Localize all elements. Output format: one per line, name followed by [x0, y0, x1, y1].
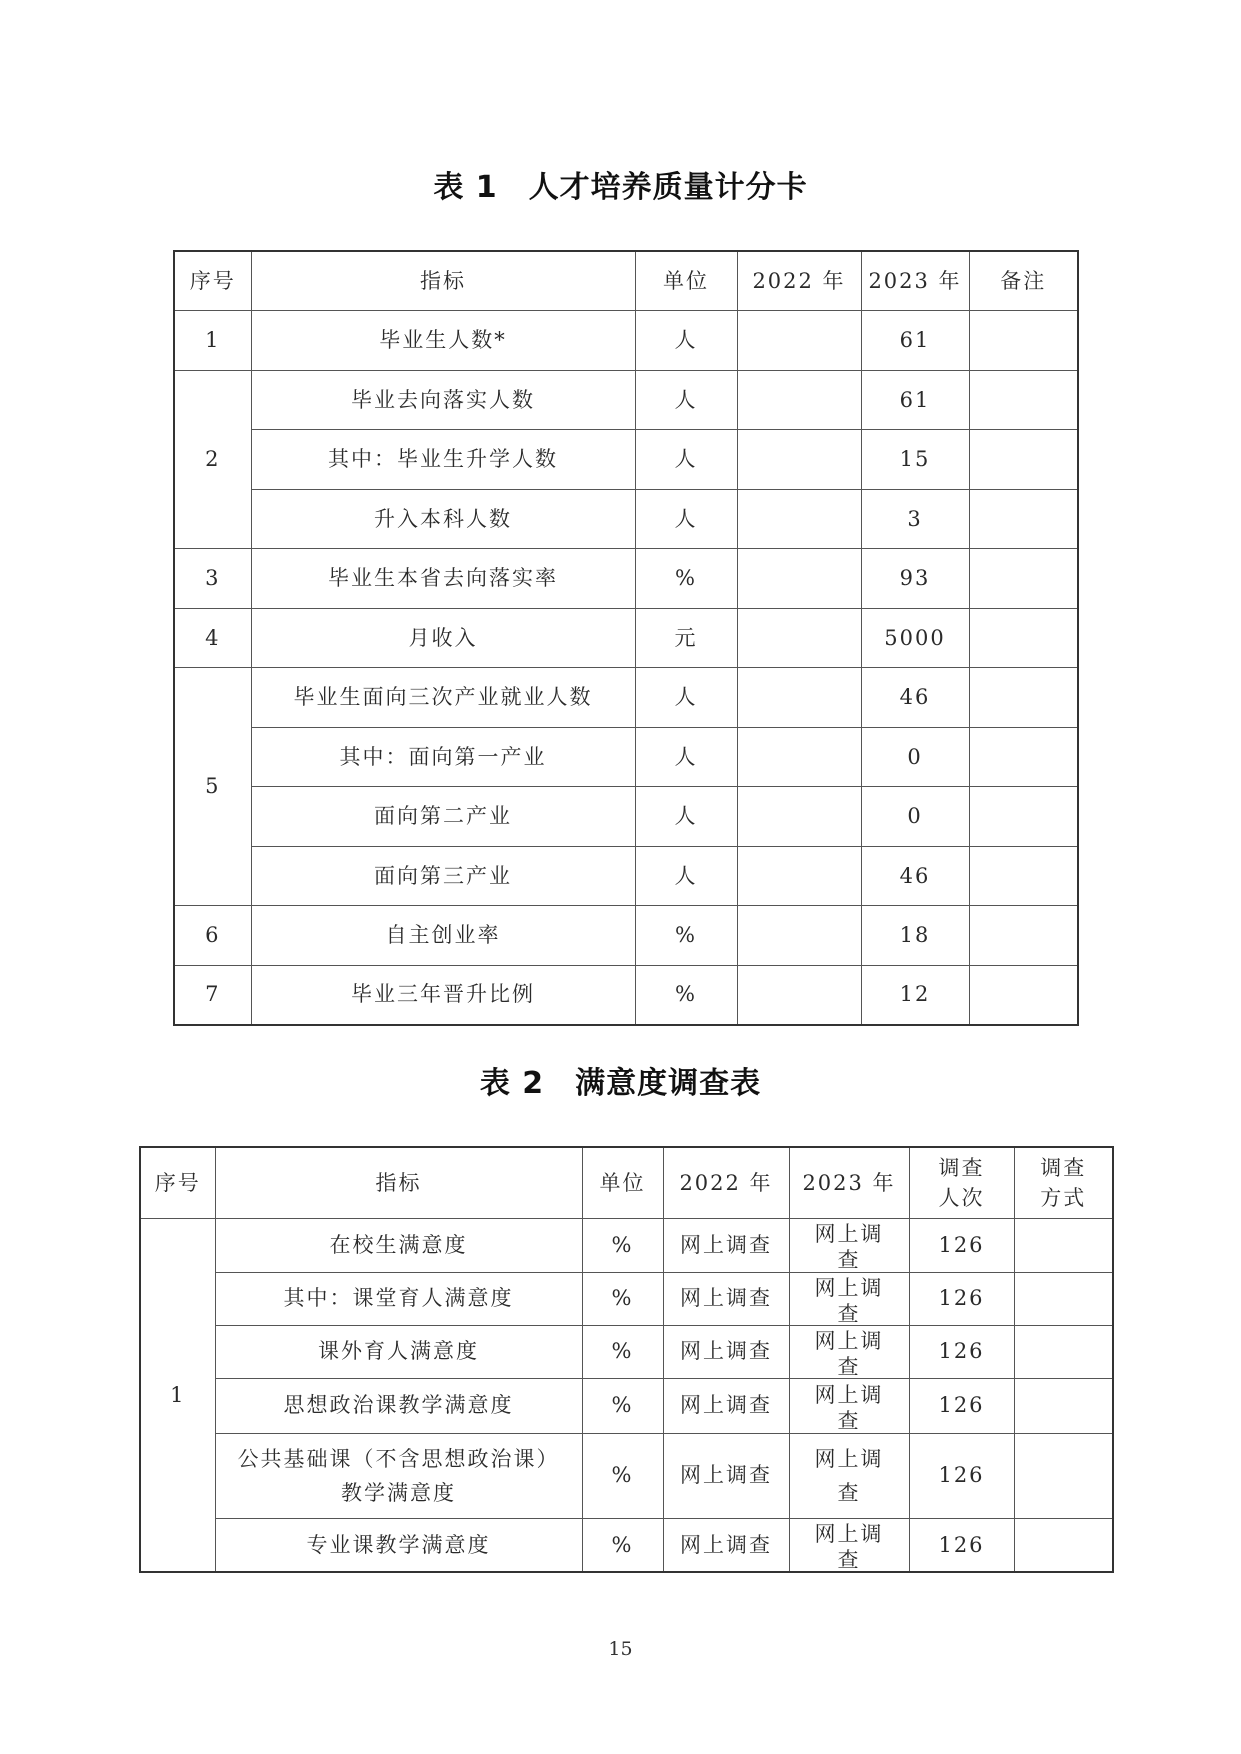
table1-title: 表 1 人才培养质量计分卡 [433, 170, 808, 205]
header-2023: 2023 年 [789, 1147, 909, 1218]
table-row [174, 906, 1078, 966]
row-2022 [737, 906, 861, 966]
row-note [969, 430, 1078, 490]
table-row [174, 668, 1078, 728]
row-2023: 61 [861, 370, 969, 430]
row-2023: 46 [861, 846, 969, 906]
row-2023 [789, 1272, 909, 1325]
row-2022 [737, 787, 861, 847]
header-note: 备注 [969, 251, 1078, 311]
table-row [140, 1433, 1113, 1518]
row-2022: 网上调查 [663, 1218, 789, 1272]
row-2023: 46 [861, 668, 969, 728]
row-2022 [737, 311, 861, 371]
row-method [1014, 1378, 1113, 1433]
row-indicator: 升入本科人数 [251, 489, 635, 549]
row-2023 [789, 1433, 909, 1518]
row-unit: % [582, 1272, 663, 1325]
row-no: 4 [174, 608, 251, 668]
row-method [1014, 1518, 1113, 1572]
row-2023-text: 网上调查 [814, 1382, 884, 1432]
row-unit: 人 [635, 846, 737, 906]
row-method [1014, 1325, 1113, 1378]
table-row [174, 430, 1078, 490]
row-2023: 93 [861, 549, 969, 609]
row-2022 [737, 489, 861, 549]
header-2022: 2022 年 [737, 251, 861, 311]
row-note [969, 846, 1078, 906]
row-indicator-text: 公共基础课（不含思想政治课）教学满意度 [237, 1446, 560, 1505]
row-unit: 人 [635, 370, 737, 430]
row-unit: 人 [635, 668, 737, 728]
row-no: 6 [174, 906, 251, 966]
row-2022 [737, 727, 861, 787]
talent-quality-scorecard-table [173, 250, 1079, 1026]
row-method [1014, 1272, 1113, 1325]
row-2022: 网上调查 [663, 1272, 789, 1325]
row-note [969, 668, 1078, 728]
table-row [174, 727, 1078, 787]
page-number: 15 [608, 1638, 633, 1660]
row-note [969, 787, 1078, 847]
row-indicator: 面向第三产业 [251, 846, 635, 906]
row-no: 5 [174, 668, 251, 906]
row-indicator: 毕业去向落实人数 [251, 370, 635, 430]
row-unit: % [582, 1518, 663, 1572]
row-count: 126 [909, 1433, 1014, 1518]
row-2023: 15 [861, 430, 969, 490]
row-method [1014, 1218, 1113, 1272]
row-indicator: 其中：面向第一产业 [251, 727, 635, 787]
row-indicator: 专业课教学满意度 [215, 1518, 582, 1572]
row-note [969, 727, 1078, 787]
row-indicator: 自主创业率 [251, 906, 635, 966]
row-indicator: 在校生满意度 [215, 1218, 582, 1272]
row-2022: 网上调查 [663, 1433, 789, 1518]
table-header-row [140, 1147, 1113, 1218]
row-unit: % [582, 1433, 663, 1518]
row-indicator: 毕业生面向三次产业就业人数 [251, 668, 635, 728]
row-indicator: 毕业三年晋升比例 [251, 965, 635, 1025]
row-count: 126 [909, 1518, 1014, 1572]
table-row [174, 489, 1078, 549]
row-2023-text: 网上调查 [814, 1446, 884, 1505]
row-indicator: 月收入 [251, 608, 635, 668]
satisfaction-survey-table [139, 1146, 1114, 1573]
table-row [140, 1272, 1113, 1325]
row-2022 [737, 668, 861, 728]
row-note [969, 608, 1078, 668]
table-row [140, 1218, 1113, 1272]
table-row [174, 846, 1078, 906]
row-2022: 网上调查 [663, 1325, 789, 1378]
row-2022 [737, 846, 861, 906]
row-unit: % [635, 906, 737, 966]
group-no: 1 [140, 1218, 215, 1572]
row-indicator: 其中：课堂育人满意度 [215, 1272, 582, 1325]
header-survey-method [1014, 1147, 1113, 1218]
row-2022 [737, 430, 861, 490]
row-2023 [789, 1518, 909, 1572]
row-2023: 5000 [861, 608, 969, 668]
row-count: 126 [909, 1272, 1014, 1325]
row-indicator: 课外育人满意度 [215, 1325, 582, 1378]
header-2023: 2023 年 [861, 251, 969, 311]
table-row [174, 965, 1078, 1025]
row-2023: 3 [861, 489, 969, 549]
row-unit: % [582, 1378, 663, 1433]
row-unit: % [635, 549, 737, 609]
header-2022: 2022 年 [663, 1147, 789, 1218]
table-row [140, 1518, 1113, 1572]
table-row [140, 1378, 1113, 1433]
table-row [140, 1325, 1113, 1378]
header-survey-method-text: 调查方式 [1040, 1155, 1087, 1210]
row-2022 [737, 549, 861, 609]
table-row [174, 370, 1078, 430]
row-2023: 61 [861, 311, 969, 371]
row-2022 [737, 608, 861, 668]
row-note [969, 549, 1078, 609]
table-row [174, 549, 1078, 609]
row-no: 3 [174, 549, 251, 609]
row-2023: 12 [861, 965, 969, 1025]
header-indicator: 指标 [215, 1147, 582, 1218]
row-unit: 人 [635, 311, 737, 371]
row-indicator: 面向第二产业 [251, 787, 635, 847]
table2-title: 表 2 满意度调查表 [479, 1066, 762, 1101]
row-note [969, 370, 1078, 430]
row-unit: 人 [635, 727, 737, 787]
row-no: 1 [174, 311, 251, 371]
row-2023-text: 网上调查 [814, 1521, 884, 1571]
row-note [969, 489, 1078, 549]
row-no: 7 [174, 965, 251, 1025]
table-row [174, 311, 1078, 371]
row-note [969, 311, 1078, 371]
table-row [174, 608, 1078, 668]
row-method [1014, 1433, 1113, 1518]
row-2023: 18 [861, 906, 969, 966]
row-2022: 网上调查 [663, 1378, 789, 1433]
row-2023: 0 [861, 787, 969, 847]
header-no: 序号 [174, 251, 251, 311]
header-survey-count-text: 调查人次 [938, 1155, 985, 1210]
header-unit: 单位 [582, 1147, 663, 1218]
row-unit: % [582, 1218, 663, 1272]
row-no: 2 [174, 370, 251, 549]
header-unit: 单位 [635, 251, 737, 311]
row-count: 126 [909, 1325, 1014, 1378]
row-indicator [215, 1433, 582, 1518]
table-row [174, 787, 1078, 847]
row-2023-text: 网上调查 [814, 1275, 884, 1325]
row-2023 [789, 1325, 909, 1378]
row-2023-text: 网上调查 [814, 1222, 884, 1271]
row-2022 [737, 965, 861, 1025]
table-header-row [174, 251, 1078, 311]
row-indicator: 毕业生人数* [251, 311, 635, 371]
row-unit: 元 [635, 608, 737, 668]
row-2022: 网上调查 [663, 1518, 789, 1572]
header-survey-count [909, 1147, 1014, 1218]
row-note [969, 906, 1078, 966]
row-unit: % [582, 1325, 663, 1378]
row-indicator: 思想政治课教学满意度 [215, 1378, 582, 1433]
row-note [969, 965, 1078, 1025]
row-2023-text: 网上调查 [814, 1328, 884, 1378]
row-2023 [789, 1218, 909, 1272]
header-no: 序号 [140, 1147, 215, 1218]
row-count: 126 [909, 1218, 1014, 1272]
row-unit: 人 [635, 787, 737, 847]
row-indicator: 毕业生本省去向落实率 [251, 549, 635, 609]
row-unit: 人 [635, 430, 737, 490]
row-indicator: 其中：毕业生升学人数 [251, 430, 635, 490]
row-unit: % [635, 965, 737, 1025]
row-count: 126 [909, 1378, 1014, 1433]
row-2023: 0 [861, 727, 969, 787]
row-2023 [789, 1378, 909, 1433]
row-2022 [737, 370, 861, 430]
header-indicator: 指标 [251, 251, 635, 311]
row-unit: 人 [635, 489, 737, 549]
